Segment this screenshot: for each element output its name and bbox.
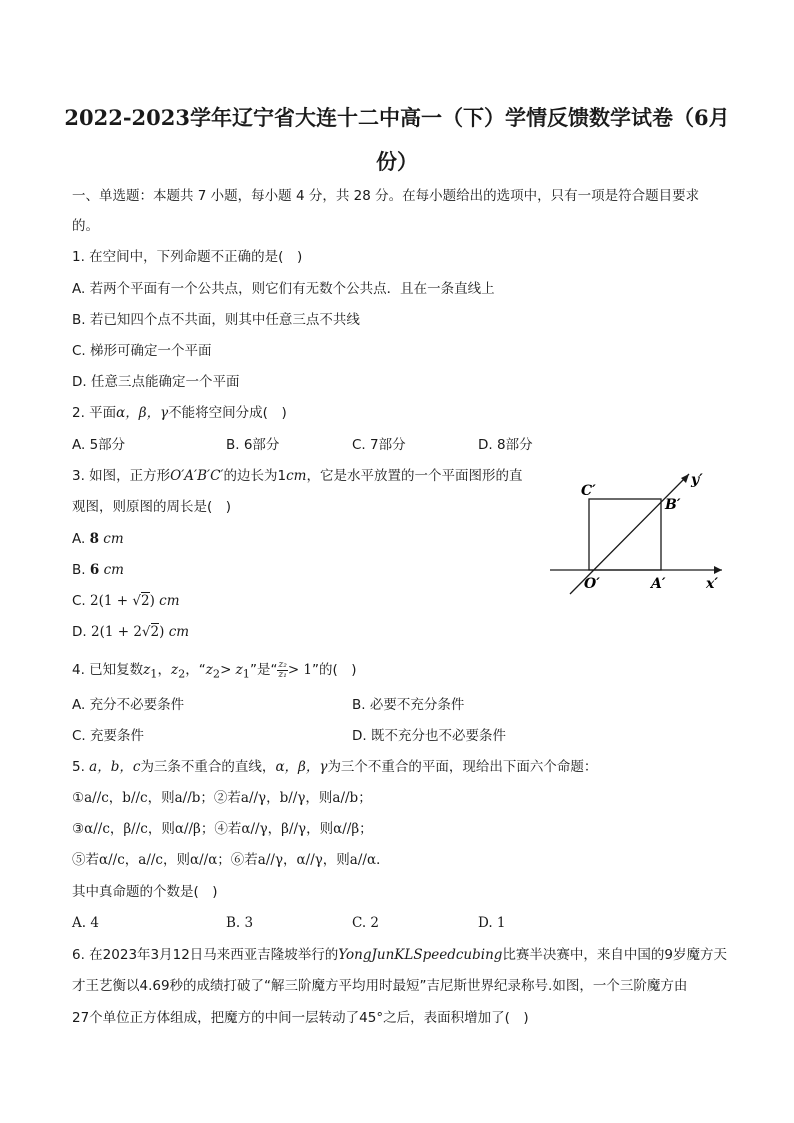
q6-line2: 才王艺衡以4.69秒的成绩打破了“解三阶魔方平均用时最短”吉尼斯世界纪录称号.如图，一个三阶魔方由 bbox=[72, 978, 688, 994]
q4-cond-z1: z bbox=[235, 662, 243, 678]
q2-option-a: A. 5部分 bbox=[72, 437, 126, 453]
q3-option-c-unit: cm bbox=[159, 593, 180, 609]
q3-option-c: C. 2(1 + √2) cm bbox=[72, 593, 180, 609]
label-x-prime: x′ bbox=[706, 576, 719, 592]
q1-option-c: C. 梯形可确定一个平面 bbox=[72, 343, 212, 359]
q4-stem-text: 4. 已知复数 bbox=[72, 662, 144, 678]
q4-cond-z2-sub: 2 bbox=[212, 667, 221, 681]
section-heading: 一、单选题：本题共 7 小题，每小题 4 分，共 28 分。在每小题给出的选项中，只有一项是符合题目要求 bbox=[72, 188, 700, 204]
q2-option-b: B. 6部分 bbox=[226, 437, 280, 453]
q5-stem bbox=[72, 757, 597, 777]
q4-stem-end: ”的( ) bbox=[312, 662, 357, 678]
q4-cond2: > 1 bbox=[287, 662, 313, 678]
q3-option-a-label: A. bbox=[72, 531, 86, 547]
q3-stem-text3: ，它是水平放置的一个平面图形的直 bbox=[306, 468, 523, 484]
q4-option-c: C. 充要条件 bbox=[72, 728, 145, 744]
x-axis-arrow-icon bbox=[714, 566, 722, 574]
q3-option-d-label: D. bbox=[72, 624, 87, 640]
q3-option-c-root: 2 bbox=[140, 593, 150, 609]
q3-option-d-close: ) bbox=[159, 624, 165, 640]
q3-option-b-label: B. bbox=[72, 562, 86, 578]
q4-option-d: D. 既不充分也不必要条件 bbox=[352, 728, 506, 744]
q6-stem-num: 6. 在 bbox=[72, 947, 103, 963]
label-c-prime: C′ bbox=[581, 483, 596, 499]
q5-plane-vars: α，β，γ bbox=[275, 759, 328, 775]
q4-cond-z2: z bbox=[205, 662, 213, 678]
q3-option-d-root: 2 bbox=[150, 624, 160, 640]
q4-sep2: ， bbox=[185, 662, 199, 678]
q3-option-c-close: ) bbox=[149, 593, 155, 609]
q5-propositions-1-2: ①a//c，b//c，则a//b；②若a//γ，b//γ，则a//b； bbox=[72, 790, 372, 806]
label-b-prime: B′ bbox=[665, 497, 681, 513]
exam-title-line2: 份） bbox=[376, 149, 418, 174]
q2-stem bbox=[72, 403, 287, 423]
q6-line1 bbox=[72, 945, 727, 965]
q5-propositions-5-6: ⑤若α//c，a//c，则α//α；⑥若a//γ，α//γ，则a//α． bbox=[72, 852, 390, 868]
label-a-prime: A′ bbox=[651, 576, 666, 592]
q3-oblique-figure bbox=[548, 464, 728, 602]
q2-stem-suffix: 不能将空间分成( ) bbox=[168, 405, 287, 421]
q4-option-b: B. 必要不充分条件 bbox=[352, 697, 465, 713]
q3-option-a-unit: cm bbox=[103, 531, 124, 547]
q5-option-b: B. 3 bbox=[226, 915, 254, 931]
q1-option-b: B. 若已知四个点不共面，则其中任意三点不共线 bbox=[72, 312, 360, 328]
q5-line-vars: a，b，c bbox=[89, 759, 141, 775]
q6-line3: 27个单位正方体组成，把魔方的中间一层转动了45°之后，表面积增加了( ) bbox=[72, 1010, 529, 1026]
q3-option-a bbox=[72, 529, 124, 549]
q3-option-c-label: C. bbox=[72, 593, 86, 609]
label-o-prime: O′ bbox=[584, 576, 600, 592]
q4-option-a: A. 充分不必要条件 bbox=[72, 697, 185, 713]
q3-option-b-value: 6 bbox=[89, 562, 100, 578]
q1-stem: 1. 在空间中，下列命题不正确的是( ) bbox=[72, 249, 303, 265]
q6-event-name: YongJunKLSpeedcubing bbox=[338, 947, 503, 963]
q3-stem-text2: 的边长为1 bbox=[223, 468, 287, 484]
q4-stem bbox=[72, 660, 357, 685]
q6-stem-text: 比赛半决赛中，来自中国的9岁魔方天 bbox=[502, 947, 728, 963]
q2-option-d: D. 8部分 bbox=[478, 437, 533, 453]
q3-square-name: O′A′B′C′ bbox=[170, 468, 224, 484]
q4-z2-sub: 2 bbox=[178, 667, 186, 681]
q2-plane-vars: α，β，γ bbox=[116, 405, 169, 421]
q4-sep: ， bbox=[157, 662, 171, 678]
q6-date-text: 2023年3月12日马来西亚吉隆坡举行的 bbox=[102, 947, 339, 963]
q3-option-c-expr: 2(1 + bbox=[90, 593, 133, 609]
q4-z1-sub: 1 bbox=[150, 667, 158, 681]
q3-option-b-unit: cm bbox=[103, 562, 124, 578]
q3-unit: cm bbox=[286, 468, 307, 484]
q4-cond-z1-sub: 1 bbox=[242, 667, 250, 681]
q4-quote-mid: ”是“ bbox=[249, 662, 278, 678]
q4-z2: z bbox=[170, 662, 179, 678]
q4-z1: z bbox=[143, 662, 151, 678]
q2-option-c: C. 7部分 bbox=[352, 437, 406, 453]
q5-propositions-3-4: ③α//c，β//c，则α//β；④若α//γ，β//γ，则α//β； bbox=[72, 821, 373, 837]
q3-option-d: D. 2(1 + 2√2) cm bbox=[72, 624, 190, 640]
q3-option-b bbox=[72, 560, 124, 580]
q4-quote-open: “ bbox=[198, 662, 206, 678]
q4-frac-num: z₂ bbox=[278, 659, 287, 670]
q5-ask: 其中真命题的个数是( ) bbox=[72, 884, 218, 900]
exam-title-line1: 2022-2023学年辽宁省大连十二中高一（下）学情反馈数学试卷（6月 bbox=[64, 105, 730, 130]
q4-frac-den: z₁ bbox=[278, 669, 287, 680]
q1-option-d: D. 任意三点能确定一个平面 bbox=[72, 374, 240, 390]
q1-option-a: A. 若两个平面有一个公共点，则它们有无数个公共点．且在一条直线上 bbox=[72, 281, 495, 297]
q5-stem-num: 5. bbox=[72, 759, 90, 775]
q5-stem-text: 为三条不重合的直线， bbox=[140, 759, 276, 775]
label-y-prime: y′ bbox=[691, 472, 703, 488]
q3-option-a-value: 8 bbox=[89, 531, 99, 547]
q4-cond-gt: > bbox=[220, 662, 236, 678]
q3-option-d-expr: 2(1 + 2 bbox=[90, 624, 142, 640]
q3-stem-line1 bbox=[72, 466, 522, 486]
q4-fraction bbox=[277, 661, 287, 680]
square-oabc bbox=[589, 499, 661, 570]
section-heading-cont: 的。 bbox=[72, 218, 99, 234]
q5-option-a: A. 4 bbox=[72, 915, 99, 931]
q5-option-c: C. 2 bbox=[352, 915, 380, 931]
q2-stem-prefix: 2. 平面 bbox=[72, 405, 117, 421]
q3-option-d-unit: cm bbox=[168, 624, 190, 640]
q3-stem-line2: 观图，则原图的周长是( ) bbox=[72, 499, 232, 515]
q5-stem-text2: 为三个不重合的平面，现给出下面六个命题： bbox=[327, 759, 598, 775]
q5-option-d: D. 1 bbox=[478, 915, 506, 931]
q3-stem-text: 3. 如图，正方形 bbox=[72, 468, 171, 484]
